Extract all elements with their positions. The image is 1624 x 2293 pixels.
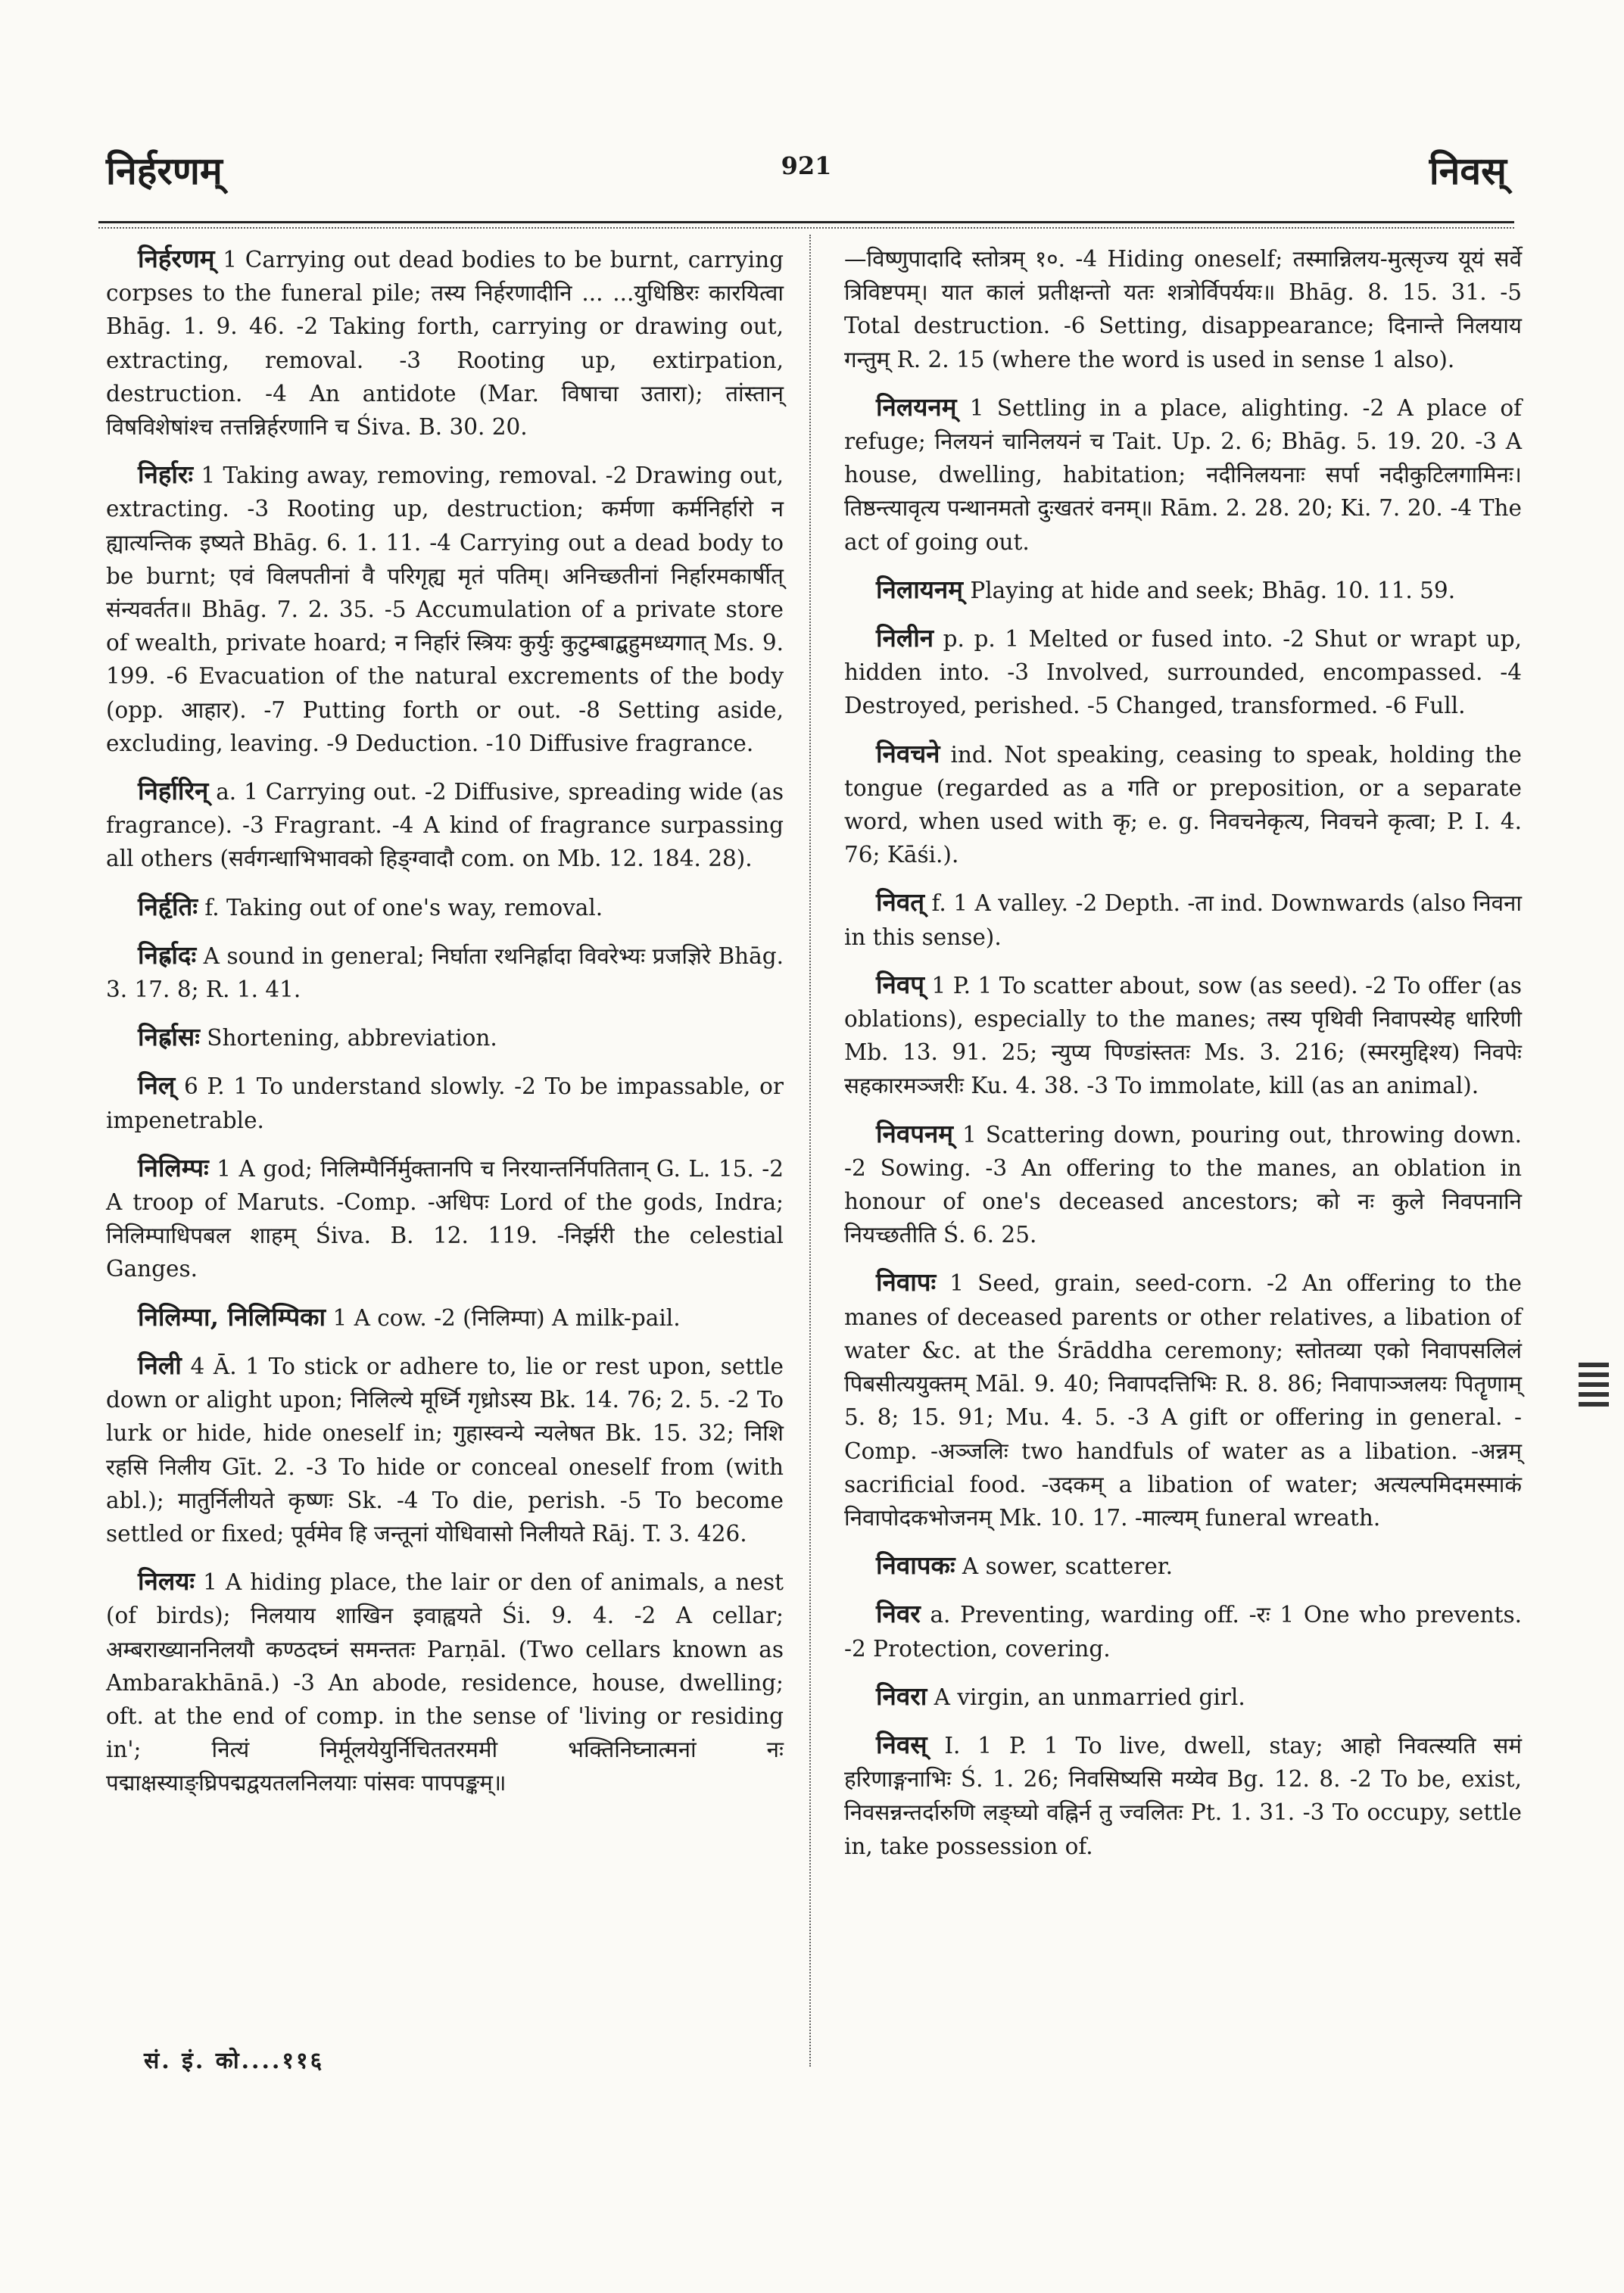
- entry-definition: I. 1 P. 1 To live, dwell, stay; आहो निवत्स्यति समं हरिणाङ्गनाभिः Ś. 1. 26; निवसिष्यसि मय्येव Bg. 12. 8. -2 To be, exist, निवसन्नन्तर्दारुणि लङ्घ्यो वह्निर्न तु ज्वलितः Pt. 1. 31. -3 To occupy, settle in, take possession of.: [844, 1732, 1522, 1859]
- dictionary-entry: [844, 1117, 1522, 1252]
- entry-definition: 6 P. 1 To understand slowly. -2 To be impassable, or impenetrable.: [106, 1073, 784, 1133]
- dictionary-entry: [106, 1565, 784, 1799]
- page-header: [106, 144, 1507, 212]
- entry-definition: 1 A hiding place, the lair or den of animals, a nest (of birds); निलयाय शाखिन इवाह्वयते Śi. 9. 4. -2 A cellar; अम्बराख्याननिलयौ कण्ठदघ्नं समन्ततः Parṇāl. (Two cellars known as Ambarakhānā.) -3 An abode, residence, house, dwelling; oft. at the end of comp. in the sense of 'living or residing in'; नित्यं निर्मूलयेयुर्निचिततरममी भक्तिनिघ्नात्मनां नः पद्माक्षस्याङ्घ्रिपद्मद्वयतलनिलयाः पांसवः पापपङ्कम्॥: [106, 1569, 784, 1796]
- entry-definition: 1 A cow. -2 (निलिम्पा) A milk-pail.: [326, 1304, 681, 1331]
- right-column: [844, 242, 1522, 1877]
- entry-definition: p. p. 1 Melted or fused into. -2 Shut or wrapt up, hidden into. -3 Involved, surrounded, encompassed. -4 Destroyed, perished. -5 Changed, transformed. -6 Full.: [844, 626, 1522, 719]
- dictionary-entry: [106, 1301, 784, 1335]
- dictionary-entry: [844, 1549, 1522, 1583]
- entry-definition: Shortening, abbreviation.: [199, 1025, 497, 1051]
- dictionary-entry: [106, 242, 784, 444]
- entry-headword: निवस्: [876, 1729, 927, 1759]
- header-rule: [98, 221, 1514, 223]
- entry-definition: 4 Ā. 1 To stick or adhere to, lie or rest upon, settle down or alight upon; निलिल्ये मूर्ध्नि गृध्रोऽस्य Bk. 14. 76; 2. 5. -2 To lurk or hide, hide oneself in; गुहास्वन्ये न्यलेषत Bk. 15. 32; निशि रहसि निलीय Gīt. 2. -3 To hide or conceal oneself from (with abl.); मातुर्निलीयते कृष्णः Sk. -4 To die, perish. -5 To become settled or fixed; पूर्वमेव हि जन्तूनां योधिवासो निलीयते Rāj. T. 3. 426.: [106, 1353, 784, 1547]
- entry-headword: निलीन: [876, 623, 934, 653]
- dictionary-entry: [844, 622, 1522, 723]
- entry-definition: 1 A god; निलिम्पैर्निर्मुक्तानपि च निरयान्तर्निपतितान् G. L. 15. -2 A troop of Maruts. -Comp. -अधिपः Lord of the gods, Indra; निलिम्पाधिपबल शाहम् Śiva. B. 12. 119. -निर्झरी the celestial Ganges.: [106, 1155, 784, 1282]
- left-running-headword: निर्हरणम्: [106, 148, 223, 193]
- entry-definition: 1 Taking away, removing, removal. -2 Drawing out, extracting. -3 Rooting up, destruction; कर्मणा कर्मनिर्हारो न ह्यात्यन्तिक इष्यते Bhāg. 6. 1. 11. -4 Carrying out a dead body to be burnt; एवं विलपतीनां वै परिगृह्य मृतं पतिम्। अनिच्छतीनां निर्हारमकार्षीत् संन्यवर्तत॥ Bhāg. 7. 2. 35. -5 Accumulation of a private store of wealth, private hoard; न निर्हारं स्त्रियः कुर्युः कुटुम्बाद्बहुमध्यगात् Ms. 9. 199. -6 Evacuation of the natural excrements of the body (opp. आहार). -7 Putting forth or out. -8 Setting aside, excluding, leaving. -9 Deduction. -10 Diffusive fragrance.: [106, 463, 784, 756]
- entry-headword: निवर: [876, 1599, 921, 1629]
- entry-definition: f. Taking out of one's way, removal.: [198, 894, 603, 921]
- dictionary-entry: [844, 242, 1522, 376]
- dictionary-entry: [844, 1728, 1522, 1863]
- entry-headword: निलायनम्: [876, 574, 963, 604]
- entry-definition: 1 Settling in a place, alighting. -2 A place of refuge; निलयनं चानिलयनं च Tait. Up. 2. 6; Bhāg. 5. 19. 20. -3 A house, dwelling, habitation; नदीनिलयनाः सर्पा नदीकुटिलगामिनः। तिष्ठन्त्यावृत्य पन्थानमतो दुःखतरं वनम्॥ Rām. 2. 28. 20; Ki. 7. 20. -4 The act of going out.: [844, 394, 1522, 555]
- entry-headword: निलयः: [138, 1566, 195, 1597]
- entry-definition: f. 1 A valley. -2 Depth. -ता ind. Downwards (also निवना in this sense).: [844, 890, 1522, 950]
- left-column: [106, 242, 784, 1815]
- entry-headword: निवप्: [876, 969, 924, 999]
- dictionary-entry: [106, 1069, 784, 1136]
- entry-definition: A sower, scatterer.: [955, 1553, 1174, 1580]
- entry-headword: निलिम्पा, निलिम्पिका: [138, 1301, 326, 1332]
- entry-headword: निवचने: [876, 738, 940, 768]
- dictionary-entry: [106, 1349, 784, 1550]
- entry-headword: निर्हृतिः: [138, 891, 198, 921]
- dictionary-entry: [844, 391, 1522, 559]
- entry-headword: निल्: [138, 1070, 176, 1101]
- header-dotted-rule: [98, 227, 1514, 229]
- signature-mark: सं. इं. को....११६: [144, 2048, 325, 2074]
- entry-headword: निर्ह्रासः: [138, 1022, 200, 1052]
- entry-definition: Playing at hide and seek; Bhāg. 10. 11. 59.: [962, 577, 1456, 603]
- dictionary-entry: [106, 458, 784, 760]
- entry-definition: 1 P. 1 To scatter about, sow (as seed). -2 To offer (as oblations), especially to the manes; तस्य पृथिवी निवापस्येह धारिणी Mb. 13. 91. 25; न्युप्य पिण्डांस्ततः Ms. 3. 216; (स्मरमुद्दिश्य) निवपेः सहकारमञ्जरीः Ku. 4. 38. -3 To immolate, kill (as an animal).: [844, 972, 1522, 1099]
- dictionary-entry: [844, 1266, 1522, 1534]
- entry-headword: निर्हारिन्: [138, 776, 209, 806]
- entry-definition: 1 Seed, grain, seed-corn. -2 An offering to the manes of deceased parents or other relatives, a libation of water &c. at the Śrāddha ceremony; स्तोतव्या एको निवापसलिलं पिबसीत्ययुक्तम् Māl. 9. 40; निवापदत्तिभिः R. 8. 86; निवापाञ्जलयः पितॄणाम् 5. 8; 15. 91; Mu. 4. 5. -3 A gift or offering in general. -Comp. -अञ्जलिः two handfuls of water as a libation. -अन्नम् sacrificial food. -उदकम् a libation of water; अत्यल्पमिदमस्माकं निवापोदकभोजनम् Mk. 10. 17. -माल्यम् funeral wreath.: [844, 1270, 1522, 1531]
- dictionary-entry: [844, 1680, 1522, 1714]
- entry-headword: निवापः: [876, 1267, 937, 1298]
- page-number: 921: [781, 151, 832, 180]
- entry-headword: निवापकः: [876, 1550, 955, 1581]
- entry-definition: 1 Scattering down, pouring out, throwing down. -2 Sowing. -3 An offering to the manes, an oblation in honour of one's deceased ancestors; को नः कुले निवपनानि नियच्छतीति Ś. 6. 25.: [844, 1121, 1522, 1248]
- thumb-index-tab: [1579, 1363, 1609, 1410]
- dictionary-entry: [106, 939, 784, 1006]
- entry-definition: A sound in general; निर्घाता रथनिर्ह्रादा विवरेभ्यः प्रजज्ञिरे Bhāg. 3. 17. 8; R. 1. 41.: [106, 942, 784, 1003]
- dictionary-entry: [844, 968, 1522, 1103]
- dictionary-entry: [106, 1020, 784, 1055]
- entry-definition: ind. Not speaking, ceasing to speak, holding the tongue (regarded as a गति or preposition, or a separate word, when used with कृ; e. g. निवचनेकृत्य, निवचने कृत्वा; P. I. 4. 76; Kāśi.).: [844, 741, 1522, 868]
- entry-headword: निर्ह्रादः: [138, 939, 197, 970]
- entry-headword: निलयनम्: [876, 391, 957, 422]
- dictionary-entry: [844, 573, 1522, 607]
- dictionary-entry: [106, 890, 784, 924]
- dictionary-entry: [844, 1597, 1522, 1665]
- entry-headword: निलिम्पः: [138, 1152, 209, 1182]
- entry-headword: निर्हारः: [138, 460, 194, 490]
- dictionary-entry: [106, 1151, 784, 1286]
- dictionary-entry: [844, 886, 1522, 953]
- entry-headword: निर्हरणम्: [138, 244, 215, 273]
- dictionary-entry: [844, 737, 1522, 872]
- entry-headword: निली: [138, 1350, 182, 1380]
- entry-headword: निवत्: [876, 887, 925, 918]
- dictionary-entry: [106, 774, 784, 876]
- right-running-headword: निवस्: [1429, 148, 1507, 193]
- entry-headword: निवपनम्: [876, 1118, 954, 1148]
- entry-definition: 1 Carrying out dead bodies to be burnt, carrying corpses to the funeral pile; तस्य निर्हरणादीनि ... ...युधिष्ठिरः कारयित्वा Bhāg. 1. 9. 46. -2 Taking forth, carrying or drawing out, extracting, removal. -3 Rooting up, extirpation, destruction. -4 An antidote (Mar. विषाचा उतारा); तांस्तान् विषविशेषांश्च तत्तन्निर्हरणानि च Śiva. B. 30. 20.: [106, 247, 784, 441]
- entry-definition: a. Preventing, warding off. -रः 1 One who prevents. -2 Protection, covering.: [844, 1602, 1522, 1662]
- entry-definition: a. 1 Carrying out. -2 Diffusive, spreading wide (as fragrance). -3 Fragrant. -4 A kind of fragrance surpassing all others (सर्वगन्धाभिभावको हिङ्ग्वादौ com. on Mb. 12. 184. 28).: [106, 779, 784, 872]
- entry-headword: निवरा: [876, 1681, 927, 1711]
- column-divider: [809, 235, 811, 2067]
- entry-definition: —विष्णुपादादि स्तोत्रम् १०. -4 Hiding oneself; तस्मान्निलय-मुत्सृज्य यूयं सर्वे त्रिविष्टपम्। यात कालं प्रतीक्षन्तो यतः शत्रोर्विपर्ययः॥ Bhāg. 8. 15. 31. -5 Total destruction. -6 Setting, disappearance; दिनान्ते निलयाय गन्तुम् R. 2. 15 (where the word is used in sense 1 also).: [844, 246, 1522, 372]
- entry-definition: A virgin, an unmarried girl.: [927, 1684, 1245, 1710]
